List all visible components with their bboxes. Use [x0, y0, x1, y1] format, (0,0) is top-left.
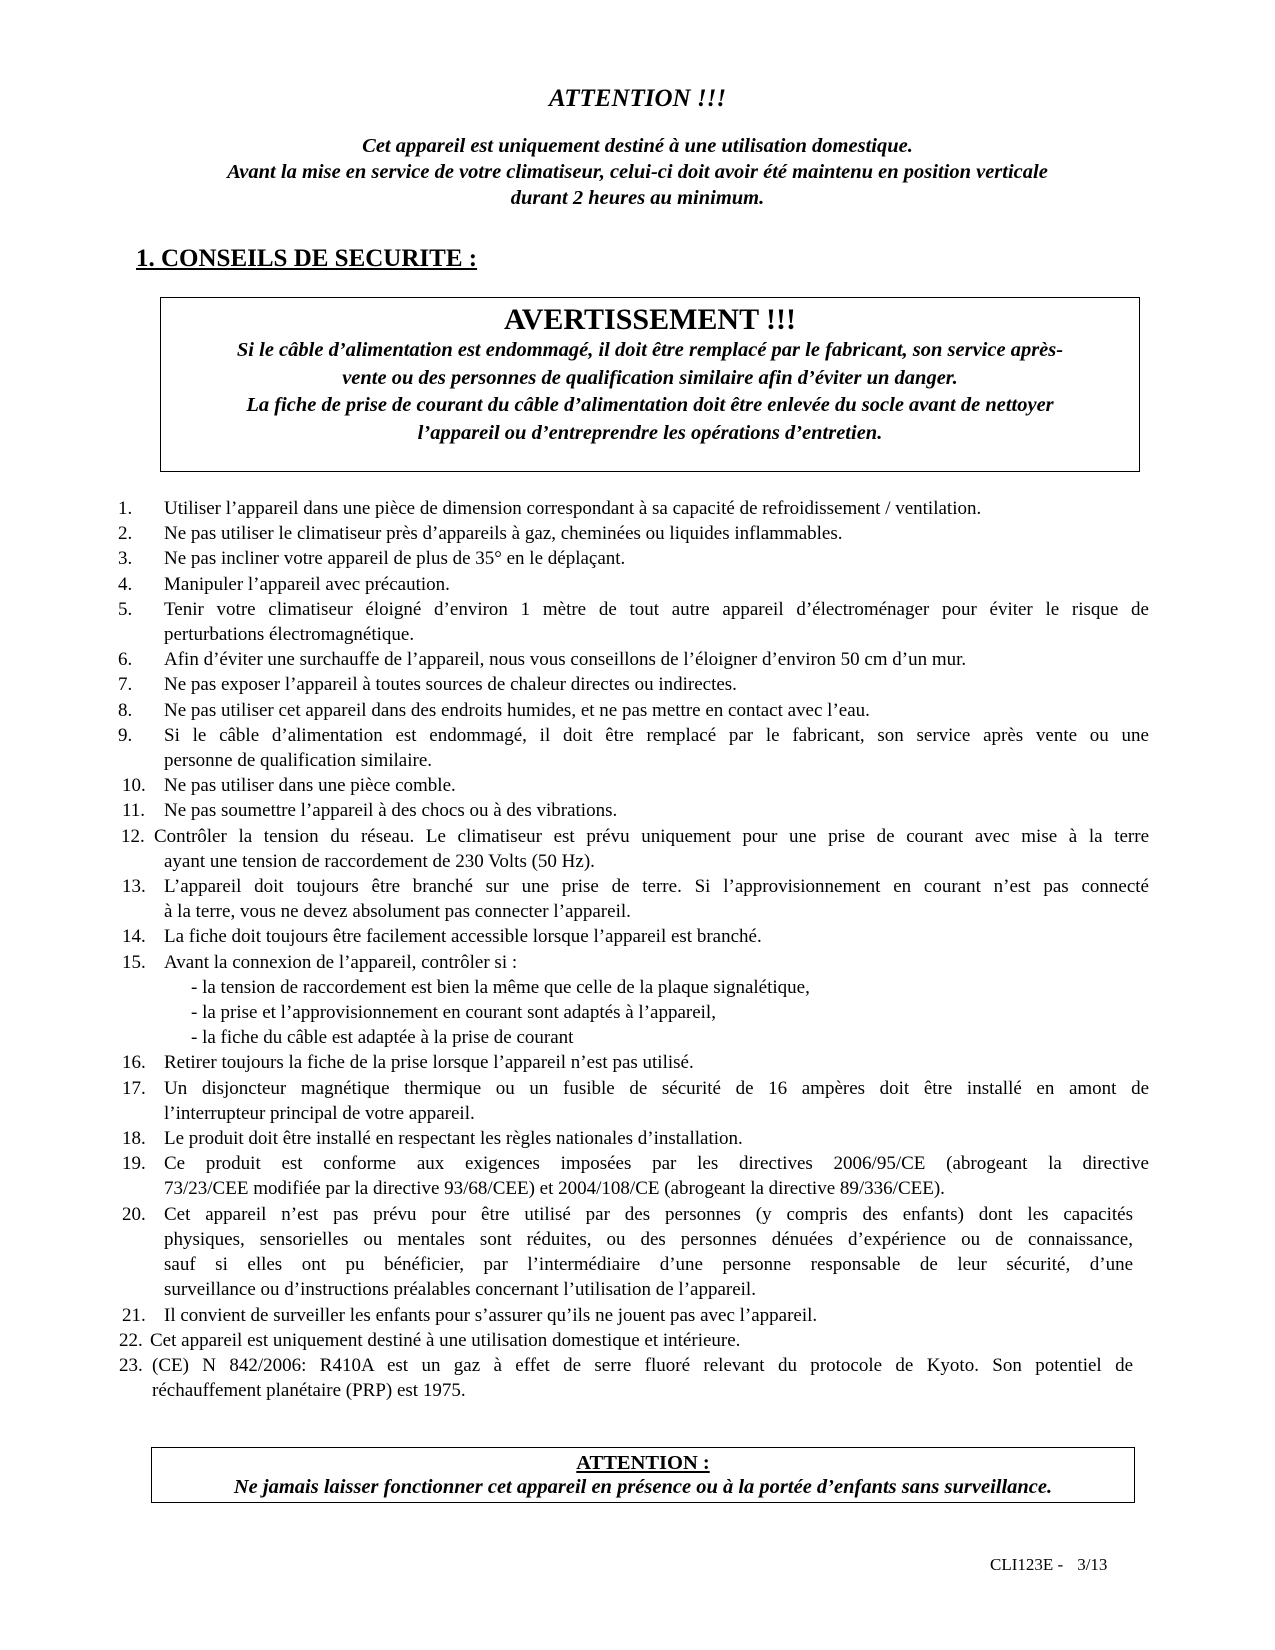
rule-number: 1.: [118, 498, 133, 519]
rule-text: perturbations électromagnétique.: [164, 624, 415, 646]
warning-title: AVERTISSEMENT !!!: [503, 303, 797, 336]
rule-item: [0, 1076, 1149, 1126]
rule-number: 7.: [118, 674, 133, 696]
rule-text: sauf si elles ont pu bénéficier, par l’intermédiaire d’une personne responsable de leur sécurité, d’une: [164, 1254, 1133, 1276]
rule-number: 3.: [118, 548, 133, 570]
rule-item: [0, 1328, 1149, 1353]
rule-number: 4.: [118, 573, 133, 595]
rule-text: L’appareil doit toujours être branché sur une prise de terre. Si l’approvisionnement en courant n’est pas connecté: [164, 876, 1149, 898]
rule-text: La fiche doit toujours être facilement accessible lorsque l’appareil est branché.: [164, 926, 762, 948]
rule-number: 23.: [119, 1354, 143, 1376]
rule-text: Ne pas utiliser dans une pièce comble.: [164, 775, 456, 797]
intro-line: Cet appareil est uniquement destiné à une utilisation domestique.: [362, 135, 913, 157]
attention-box: [151, 1447, 1135, 1503]
rule-item: [0, 773, 1149, 798]
rule-item: [0, 1126, 1149, 1151]
attention-box-title: ATTENTION :: [576, 1452, 710, 1474]
rule-text: Tenir votre climatiseur éloigné d’environ 1 mètre de tout autre appareil d’électroménager pour éviter le risque de: [164, 598, 1149, 620]
document-code: CLI123E -: [990, 1555, 1064, 1574]
rule-number: 21.: [122, 1304, 146, 1326]
rule-text: Cet appareil est uniquement destiné à une utilisation domestique et intérieure.: [150, 1329, 741, 1351]
warning-line: vente ou des personnes de qualification similaire afin d’éviter un danger.: [342, 366, 958, 389]
rule-text: Le produit doit être installé en respectant les règles nationales d’installation.: [164, 1128, 743, 1150]
rule-item: [0, 521, 1149, 546]
rule-text: Avant la connexion de l’appareil, contrôler si :: [164, 951, 518, 973]
rule-text: Il convient de surveiller les enfants pour s’assurer qu’ils ne jouent pas avec l’appareil.: [164, 1304, 818, 1326]
rule-item: [0, 1353, 1149, 1403]
rule-item: [0, 698, 1149, 723]
rule-text: physiques, sensorielles ou mentales sont réduites, ou des personnes dénuées d’expérience ou de connaissance,: [164, 1228, 1133, 1250]
rule-text: Afin d’éviter une surchauffe de l’appareil, nous vous conseillons de l’éloigner d’environ 50 cm d’un mur.: [164, 649, 967, 671]
rule-text: personne de qualification similaire.: [164, 750, 433, 772]
rule-item: [0, 1202, 1149, 1303]
rule-text: Cet appareil n’est pas prévu pour être utilisé par des personnes (y compris des enfants) dont les capacités: [164, 1203, 1133, 1225]
rule-text: surveillance ou d’instructions préalables concernant l’utilisation de l’appareil.: [164, 1279, 756, 1301]
rule-text: Ne pas incliner votre appareil de plus de 35° en le déplaçant.: [164, 548, 626, 570]
warning-box: [160, 297, 1140, 472]
rule-number: 22.: [119, 1329, 143, 1351]
rule-text: Ne pas exposer l’appareil à toutes sources de chaleur directes ou indirectes.: [164, 674, 737, 696]
rule-item: [0, 597, 1149, 647]
rule-text: Si le câble d’alimentation est endommagé, il doit être remplacé par le fabricant, son service après vente ou une: [164, 724, 1149, 746]
rule-text: Contrôler la tension du réseau. Le climatiseur est prévu uniquement pour une prise de courant avec mise à la terre: [154, 825, 1149, 847]
attention-title: ATTENTION !!!: [548, 85, 727, 112]
warning-body: [161, 337, 1139, 447]
rule-number: 10.: [122, 775, 146, 797]
rule-subitem: - la tension de raccordement est bien la même que celle de la plaque signalétique,: [191, 976, 810, 998]
intro-line: durant 2 heures au minimum.: [510, 187, 765, 209]
intro-line: Avant la mise en service de votre climatiseur, celui-ci doit avoir été maintenu en position verticale: [227, 161, 1048, 183]
rule-text: Manipuler l’appareil avec précaution.: [164, 573, 450, 595]
rule-text: Utiliser l’appareil dans une pièce de dimension correspondant à sa capacité de refroidissement / ventilation.: [164, 498, 982, 519]
section-heading: 1. CONSEILS DE SECURITE :: [136, 245, 478, 272]
rule-number: 20.: [122, 1203, 146, 1225]
rule-text: ayant une tension de raccordement de 230 Volts (50 Hz).: [164, 850, 595, 872]
rule-item: [0, 824, 1149, 874]
rule-item: [0, 647, 1149, 672]
rule-item: [0, 1050, 1149, 1075]
rule-text: Un disjoncteur magnétique thermique ou un fusible de sécurité de 16 ampères doit être installé en amont de: [164, 1077, 1149, 1099]
warning-line: Si le câble d’alimentation est endommagé, il doit être remplacé par le fabricant, son service après-: [236, 339, 1064, 361]
rule-text: 73/23/CEE modifiée par la directive 93/68/CEE) et 2004/108/CE (abrogeant la directive 89/336/CEE).: [164, 1178, 945, 1200]
rule-number: 19.: [122, 1153, 146, 1175]
rule-item: [0, 924, 1149, 949]
rule-text: Ce produit est conforme aux exigences imposées par les directives 2006/95/CE (abrogeant la directive: [164, 1153, 1149, 1175]
rule-item: [0, 874, 1149, 924]
attention-box-text: Ne jamais laisser fonctionner cet appareil en présence ou à la portée d’enfants sans surveillance.: [233, 1476, 1053, 1498]
rule-text: (CE) N 842/2006: R410A est un gaz à effet de serre fluoré relevant du protocole de Kyoto. Son potentiel de: [152, 1354, 1133, 1376]
rule-number: 18.: [122, 1128, 146, 1150]
rule-item: [0, 1303, 1149, 1328]
rule-number: 9.: [118, 724, 133, 746]
rule-text: réchauffement planétaire (PRP) est 1975.: [152, 1380, 466, 1402]
safety-rules-list: [0, 496, 1149, 1403]
rule-number: 6.: [118, 649, 133, 671]
rule-text: Ne pas soumettre l’appareil à des chocs ou à des vibrations.: [164, 800, 618, 822]
rule-number: 16.: [122, 1052, 146, 1074]
rule-subitem: - la fiche du câble est adaptée à la prise de courant: [191, 1027, 574, 1049]
rule-text: à la terre, vous ne devez absolument pas connecter l’appareil.: [164, 901, 631, 923]
warning-line: La fiche de prise de courant du câble d’alimentation doit être enlevée du socle avant de nettoyer: [246, 394, 1054, 416]
rule-subitem: - la prise et l’approvisionnement en courant sont adaptés à l’appareil,: [191, 1002, 716, 1024]
rule-item: [0, 723, 1149, 773]
warning-line: l’appareil ou d’entreprendre les opérations d’entretien.: [417, 421, 883, 444]
rule-item: [0, 496, 1149, 521]
page-footer: [990, 1555, 1107, 1575]
rule-item: [0, 950, 1149, 1051]
rule-text: Ne pas utiliser le climatiseur près d’appareils à gaz, cheminées ou liquides inflammables.: [164, 523, 843, 545]
rule-item: [0, 546, 1149, 571]
rule-number: 8.: [118, 699, 133, 721]
rule-number: 5.: [118, 598, 133, 620]
rule-number: 15.: [122, 951, 146, 973]
page-number: 3/13: [1077, 1555, 1108, 1574]
rule-number: 17.: [122, 1077, 146, 1099]
rule-item: [0, 798, 1149, 823]
rule-text: Ne pas utiliser cet appareil dans des endroits humides, et ne pas mettre en contact avec l’eau.: [164, 699, 870, 721]
rule-number: 12.: [121, 825, 145, 847]
rule-item: [0, 1151, 1149, 1201]
rule-number: 11.: [122, 800, 146, 822]
intro-notice: [130, 133, 1145, 211]
rule-text: l’interrupteur principal de votre appareil.: [164, 1102, 475, 1124]
rule-text: Retirer toujours la fiche de la prise lorsque l’appareil n’est pas utilisé.: [164, 1052, 694, 1074]
rule-number: 14.: [122, 926, 146, 948]
rule-item: [0, 572, 1149, 597]
rule-item: [0, 672, 1149, 697]
rule-number: 2.: [118, 523, 133, 545]
rule-number: 13.: [122, 876, 146, 898]
